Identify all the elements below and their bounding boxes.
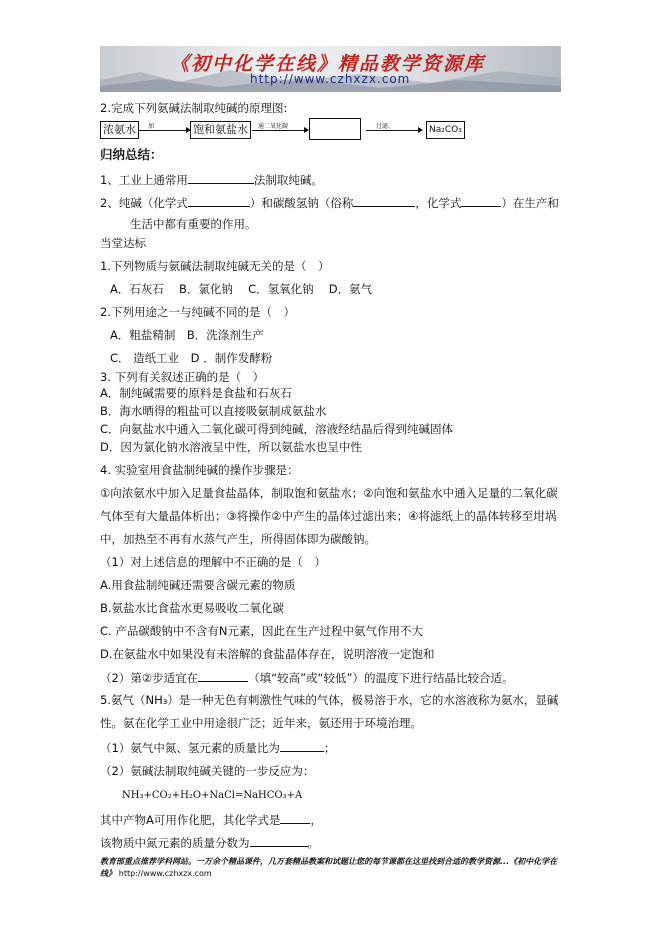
practice-heading: 当堂达标 [100, 236, 146, 250]
footer-url[interactable]: http://www.czhxzx.com [118, 869, 212, 878]
header-banner [100, 46, 561, 92]
q3-stem: 3. 下列有关叙述正确的是（ ） [100, 370, 265, 384]
blank-4 [461, 195, 501, 207]
q5-para-2: 性。氨在化学工业中用途很广泛；近年来，氨还用于环境治理。 [100, 716, 422, 730]
summary-heading: 归纳总结： [100, 147, 163, 162]
q1-options: A．石灰石 B．氯化钠 C．氢氧化钠 D．氨气 [110, 282, 373, 296]
q4-sub-1-c: C. 产品碳酸钠中不含有N元素，因此在生产过程中氨气作用不大 [100, 624, 423, 638]
q4-sub-1-a: A.用食盐制纯碱还需要含碳元素的物质 [100, 578, 296, 592]
banner-url[interactable]: http://www.czhxzx.com [250, 72, 411, 86]
banner-title: 《初中化学在线》精品教学资源库 [170, 53, 486, 75]
q5-sub-1: （1）氨气中氮、氢元素的质量比为 ； [100, 741, 336, 755]
q5-sub-3: 其中产物A可用作化肥，其化学式是 ， [100, 813, 322, 827]
q4-sub-1-b: B.氨盐水比食盐水更易吸收二氧化碳 [100, 601, 285, 615]
footer-text: 教育部重点推荐学科网站。一万余个精品课件，几万套精品教案和试题让您的每节课都在这里找到合适的教学资源...《初中化学在线》 [100, 857, 558, 878]
q4-para-3: 中，加热至不再有水蒸气产生，所得固体即为碳酸钠。 [100, 532, 376, 546]
q3-option-d: D．因为氯化钠水溶液呈中性，所以氨盐水也呈中性 [100, 440, 362, 454]
flow-box-blank [309, 118, 361, 140]
flow-arrow-1 [138, 123, 190, 131]
flow-box-brine: 饱和氨盐水 [190, 121, 251, 139]
q5-equation: NH₃+CO₂+H₂O+NaCl=NaHCO₃+A [122, 790, 303, 801]
q4-stem: 4. 实验室用食盐制纯碱的操作步骤是： [100, 463, 299, 477]
flow-arrow-3-label: 过滤、 [376, 123, 395, 130]
blank-7 [280, 812, 310, 824]
flow-arrow-1-label: 加 [148, 123, 155, 130]
q5-sub-2: （2）氨碱法制取纯碱关键的一步反应为： [100, 764, 315, 778]
blank-1 [188, 172, 254, 184]
blank-3 [353, 195, 415, 207]
q4-sub-1: （1）对上述信息的理解中不正确的是（ ） [100, 555, 326, 569]
q2-stem: 2.下列用途之一与纯碱不同的是（ ） [100, 305, 295, 319]
summary-item-1: 1、工业上通常用 法制取纯碱。 [100, 173, 323, 187]
q3-option-a: A．制纯碱需要的原料是食盐和石灰石 [100, 386, 292, 400]
flow-box-ammonia: 浓氨水 [100, 121, 139, 139]
q5-para-1: 5.氨气（NH₃）是一种无色有刺激性气味的气体，极易溶于水，它的水溶液称为氨水，显碱 [100, 693, 559, 707]
q3-option-b: B．海水晒得的粗盐可以直接吸氨制成氨盐水 [100, 404, 327, 418]
blank-2 [188, 195, 250, 207]
blank-8 [250, 835, 308, 847]
q2-options-ab: A．粗盐精制 B．洗涤剂生产 [110, 328, 264, 342]
flow-arrow-2 [252, 123, 308, 131]
ammonia-soda-flow-diagram [100, 118, 570, 140]
q4-sub-2: （2）第②步适宜在 （填“较高”或“较低”）的温度下进行结晶比较合适。 [100, 671, 514, 685]
q4-sub-1-d: D.在氨盐水中如果没有未溶解的食盐晶体存在，说明溶液一定饱和 [100, 647, 435, 661]
q3-option-c: C．向氨盐水中通入二氧化碳可得到纯碱，溶液经结晶后得到纯碱固体 [100, 422, 454, 436]
flow-arrow-3 [366, 123, 422, 131]
q5-sub-4: 该物质中氮元素的质量分数为 。 [100, 836, 319, 850]
flow-box-product: Na₂CO₃ [426, 121, 465, 139]
q2-options-cd: C． 造纸工业 D ．制作发酵粉 [110, 351, 273, 365]
page-footer [100, 856, 570, 880]
blank-5 [198, 670, 248, 682]
q4-para-1: ①向浓氨水中加入足量食盐晶体，制取饱和氨盐水；②向饱和氨盐水中通入足量的二氧化碳 [100, 486, 558, 500]
q2-intro: 2.完成下列氨碱法制取纯碱的原理图: [100, 101, 288, 115]
summary-item-2-cont: 生活中都有重要的作用。 [130, 217, 257, 231]
flow-arrow-2-label: 通二氧化碳 [258, 123, 289, 130]
q4-para-2: 气体至有大量晶体析出；③将操作②中产生的晶体过滤出来；④将滤纸上的晶体转移至坩埚 [100, 509, 557, 523]
blank-6 [280, 740, 324, 752]
summary-item-2: 2、纯碱（化学式 ）和碳酸氢钠（俗称 ，化学式 ）在生产和 [100, 196, 559, 210]
q1-stem: 1.下列物质与氨碱法制取纯碱无关的是（ ） [100, 259, 330, 273]
